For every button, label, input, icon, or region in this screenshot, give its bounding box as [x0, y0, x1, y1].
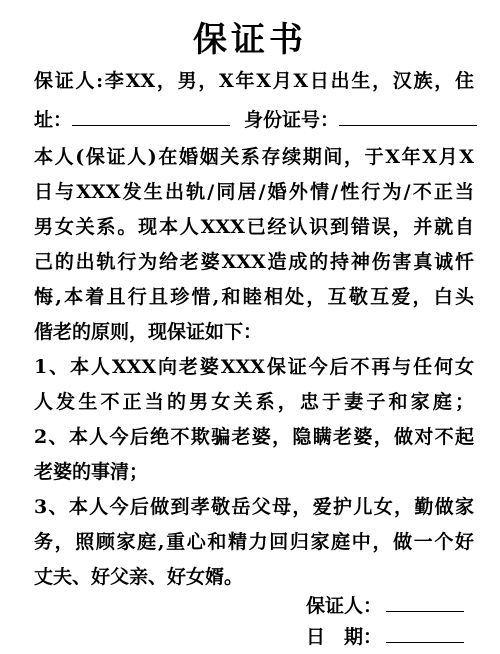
date-blank — [386, 624, 464, 643]
date-label: 日 期： — [306, 626, 383, 648]
clause-2-line: 2、本人今后绝不欺骗老婆，隐瞒老婆，做对不起 — [34, 426, 474, 448]
clause-3-line: 丈夫、好父亲、好女婿。 — [34, 566, 244, 588]
address-blank — [72, 107, 230, 126]
clause-2-line: 老婆的事清； — [34, 461, 149, 483]
clause-3-line: 3、本人今后做到孝敬岳父母，爱护儿女，勤做家 — [34, 496, 474, 518]
address-label: 址： — [34, 109, 73, 131]
body-line: 悔,本着且行且珍惜,和睦相处，互敬互爱，白头 — [34, 286, 474, 308]
guarantor-label: 保证人： — [306, 595, 383, 617]
body-line: 己的出轨行为给老婆XXX造成的持神伤害真诚忏 — [34, 251, 474, 273]
body-line: 男女关系。现本人XXX已经认识到错误，并就自 — [34, 216, 474, 238]
guarantor-signature-row — [306, 593, 464, 619]
body-line: 本人(保证人)在婚姻关系存续期间，于X年X月X — [34, 146, 474, 168]
clause-3-line: 务，照顾家庭,重心和精力回归家庭中，做一个好 — [34, 531, 474, 553]
date-row — [306, 624, 464, 650]
id-number-blank — [339, 107, 477, 126]
body-line: 保证人:李XX，男，X年X月X日出生，汉族，住 — [34, 70, 474, 92]
document-title: 保证书 — [193, 20, 307, 60]
clause-1-line: 1、本人XXX向老婆XXX保证今后不再与任何女 — [34, 356, 474, 378]
body-line: 日与XXX发生出轨/同居/婚外情/性行为/不正当 — [34, 181, 474, 203]
id-number-label: 身份证号： — [244, 109, 340, 131]
body-line: 偕老的原则，现保证如下： — [34, 321, 263, 343]
address-id-line — [34, 107, 474, 133]
guarantor-signature-blank — [386, 593, 464, 612]
clause-1-line: 人发生不正当的男女关系，忠于妻子和家庭； — [34, 391, 474, 413]
